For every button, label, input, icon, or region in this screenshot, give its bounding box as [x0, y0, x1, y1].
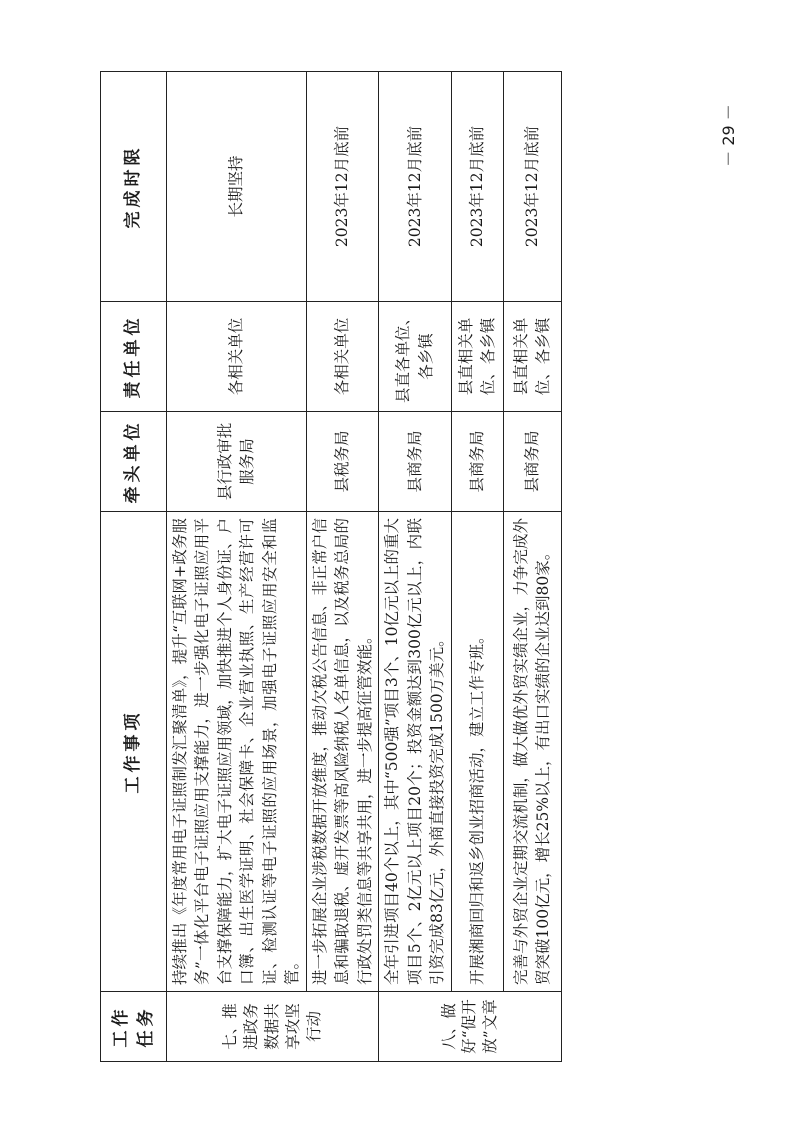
task-cell: 七、推进政务数据共享攻坚行动: [167, 992, 379, 1062]
deadline-cell: 2023年12月底前: [451, 72, 503, 302]
item-cell: 持续推出《年度常用电子证照制发汇聚清单》，提升“互联网+政务服务”一体化平台电子证照应用支撑能力，进一步强化电子证照应用平台支撑保障能力，扩大电子证照应用领域，加快推进个人身份证、户口簿、出生医学证明、社会保障卡、企业营业执照、生产经营许可证、检测认证等电子证照的应用场景，加强电子证照应用安全和监管。: [167, 512, 307, 992]
work-plan-table: [100, 71, 562, 1062]
task-cell: 八、做好“促开放”文章: [379, 992, 561, 1062]
header-lead-unit: 牵头单位: [101, 412, 167, 512]
responsible-unit-cell: 各相关单位: [306, 302, 378, 412]
table-row: [306, 72, 378, 1062]
page-number-text: － 29 －: [718, 103, 738, 167]
deadline-cell: 长期坚持: [167, 72, 307, 302]
item-cell: 完善与外贸企业定期交流机制，做大做优外贸实绩企业，力争完成外贸突破100亿元，增长25%以上，有出口实绩的企业达到80家。: [503, 512, 561, 992]
header-deadline: 完成时限: [101, 72, 167, 302]
responsible-unit-cell: 县直各单位、各乡镇: [379, 302, 451, 412]
header-item: 工作事项: [101, 512, 167, 992]
lead-unit-cell: 县行政审批服务局: [167, 412, 307, 512]
deadline-cell: 2023年12月底前: [379, 72, 451, 302]
lead-unit-cell: 县商务局: [379, 412, 451, 512]
item-cell: 开展湘商回归和返乡创业招商活动，建立工作专班。: [451, 512, 503, 992]
table-row: [451, 72, 503, 1062]
lead-unit-cell: 县税务局: [306, 412, 378, 512]
responsible-unit-cell: 县直相关单位、各乡镇: [451, 302, 503, 412]
responsible-unit-cell: 县直相关单位、各乡镇: [503, 302, 561, 412]
page-number: [712, 90, 742, 180]
header-row: [101, 72, 167, 1062]
table-row: [379, 72, 451, 1062]
rotated-table-sheet: [100, 72, 553, 1062]
deadline-cell: 2023年12月底前: [503, 72, 561, 302]
table-row: [167, 72, 307, 1062]
item-cell: 进一步拓展企业涉税数据开放维度，推动欠税公告信息、非正常户信息和骗取退税、虚开发票等高风险纳税人名单信息，以及税务总局的行政处罚类信息等共享共用，进一步提高征管效能。: [306, 512, 378, 992]
lead-unit-cell: 县商务局: [503, 412, 561, 512]
table-row: [503, 72, 561, 1062]
header-task: 工作任务: [101, 992, 167, 1062]
header-responsible-unit: 责任单位: [101, 302, 167, 412]
deadline-cell: 2023年12月底前: [306, 72, 378, 302]
responsible-unit-cell: 各相关单位: [167, 302, 307, 412]
lead-unit-cell: 县商务局: [451, 412, 503, 512]
item-cell: 全年引进项目40个以上，其中“500强”项目3个、10亿元以上的重大项目5个、2亿元以上项目20个；投资金额达到300亿元以上，内联引资完成83亿元，外商直接投资完成1500万美元。: [379, 512, 451, 992]
